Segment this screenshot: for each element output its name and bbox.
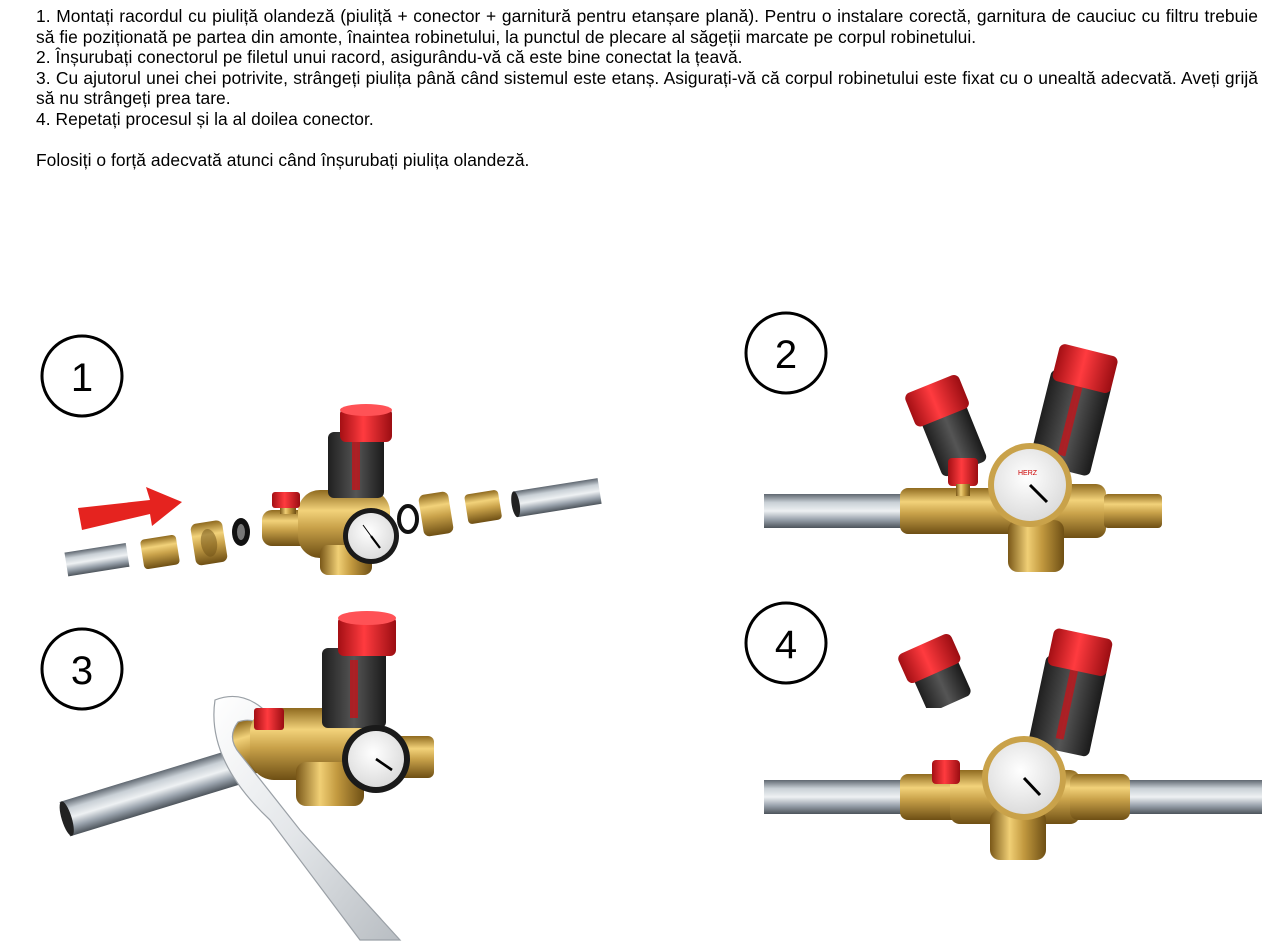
instruction-note: Folosiți o forță adecvată atunci când înșurubați piulița olandeză. bbox=[36, 150, 530, 171]
connector-right bbox=[464, 490, 502, 525]
ball-valve-handle bbox=[932, 760, 960, 784]
step-4-number: 4 bbox=[774, 623, 798, 667]
flow-arrow-icon bbox=[78, 487, 182, 530]
union-nut-right bbox=[418, 491, 454, 537]
pipe-left bbox=[57, 746, 252, 837]
instruction-step-1: 1. Montați racordul cu piuliță olandeză (piuliță + conector + garnitură pentru etanșare plană). Pentru o instalare corectă, garnitura de cauciuc cu filtru trebuie să fie poziționată pe partea din amonte, înaintea robinetului, la punctul de plecare al săgeții marcate pe corpul robinetului. bbox=[36, 6, 1258, 47]
instruction-step-3: 3. Cu ajutorul unei chei potrivite, strângeți piulița până când sistemul este etanș. Asigurați-vă că corpul robinetului este fixat cu o unealtă adecvată. Aveți grijă să nu strângeți prea tare. bbox=[36, 67, 1258, 109]
gauge-brand: HERZ bbox=[1018, 470, 1038, 477]
o-ring bbox=[399, 506, 417, 532]
pipe-left bbox=[64, 543, 129, 576]
filter-head bbox=[903, 373, 991, 480]
figure-step-2 bbox=[746, 313, 1162, 572]
ball-valve-handle bbox=[254, 708, 284, 730]
ball-valve-handle bbox=[948, 458, 978, 486]
pressure-reducer-head bbox=[1028, 627, 1114, 757]
step-3-number: 3 bbox=[70, 649, 94, 693]
union-nut-right bbox=[1070, 774, 1130, 820]
figure-step-3 bbox=[42, 611, 434, 940]
union-nut-left bbox=[190, 520, 228, 566]
figure-step-4 bbox=[746, 603, 1262, 860]
pipe-right bbox=[1120, 780, 1262, 814]
connector-right bbox=[1104, 494, 1162, 528]
instruction-step-4: 4. Repetați procesul și la al doilea conector. bbox=[36, 108, 374, 129]
instruction-step-2: 2. Înșurubați conectorul pe filetul unui racord, asigurându-vă că este bine conectat la țeavă. bbox=[36, 47, 743, 68]
connector-left bbox=[140, 534, 180, 569]
step-1-number: 1 bbox=[70, 356, 94, 400]
step-2-number: 2 bbox=[774, 333, 798, 377]
ball-valve-handle bbox=[272, 492, 300, 508]
filter-head bbox=[896, 632, 990, 716]
pressure-reducer-valve bbox=[262, 404, 399, 575]
pipe-right bbox=[510, 478, 602, 518]
pipe-left bbox=[764, 780, 910, 814]
figure-step-1 bbox=[42, 336, 602, 576]
